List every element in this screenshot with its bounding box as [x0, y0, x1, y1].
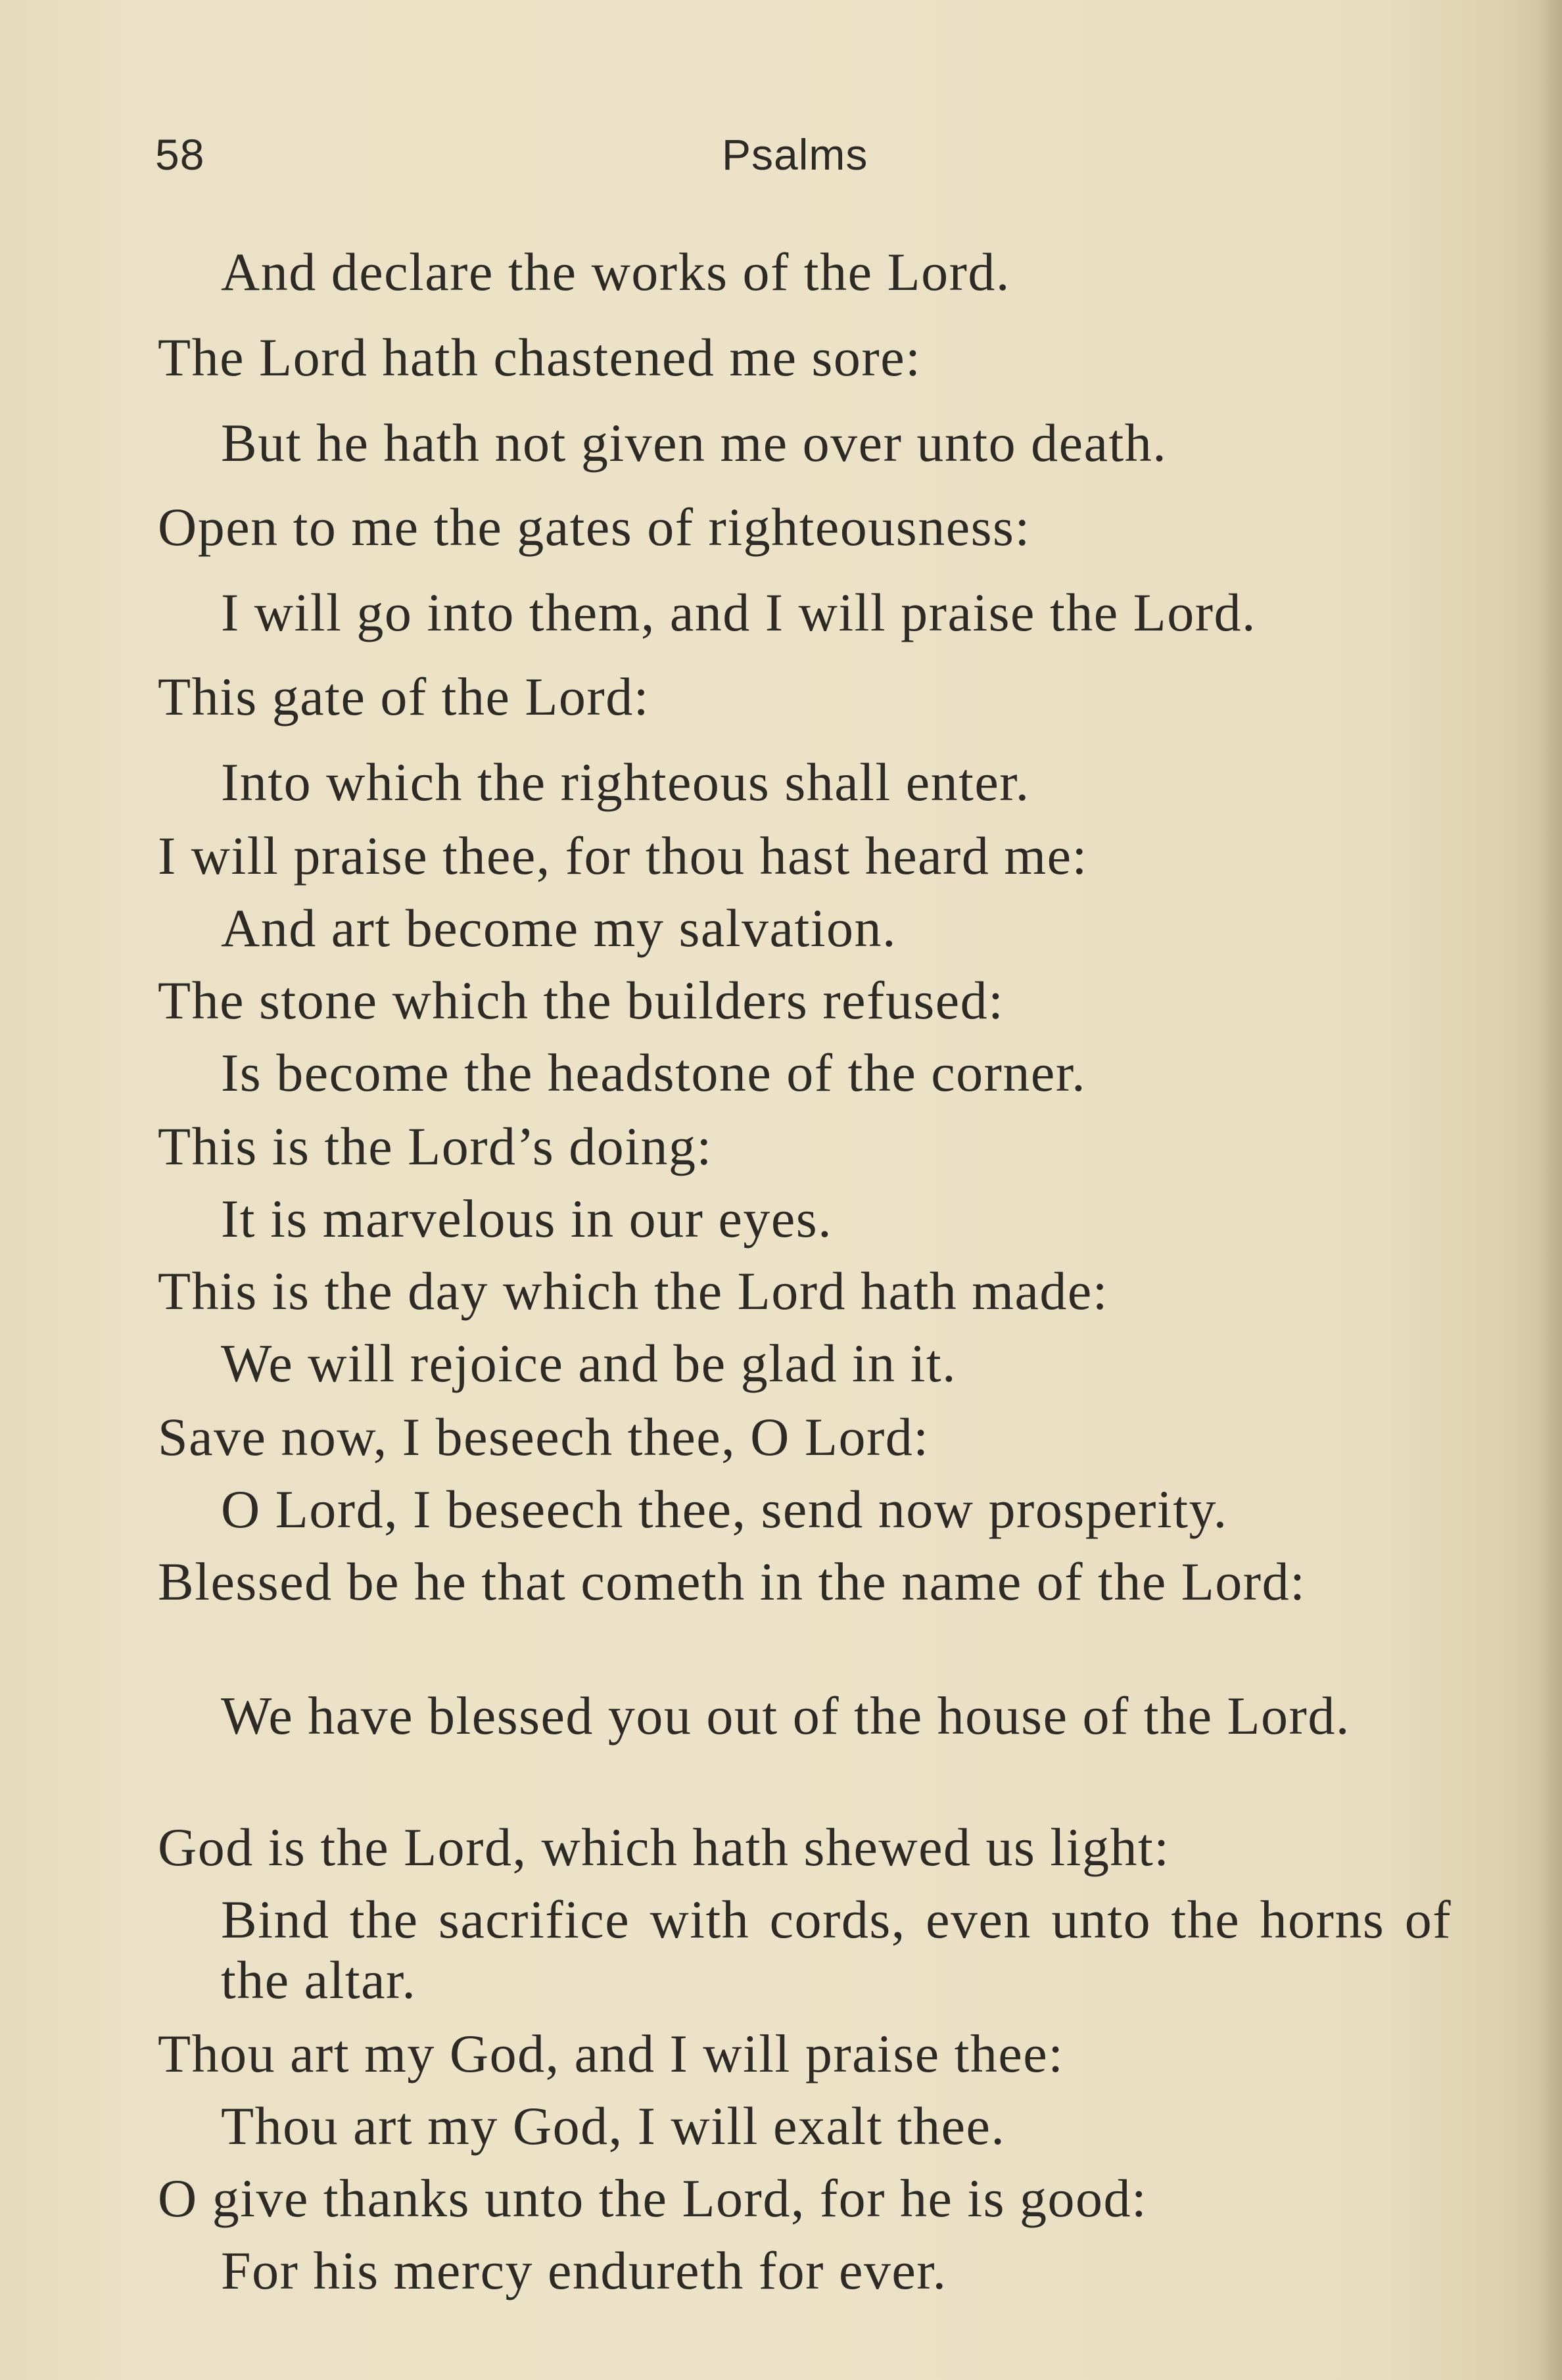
- verse-line: I will go into them, and I will praise the Lord.: [221, 583, 1257, 642]
- verse-line: We have blessed you out of the house of the Lord.: [221, 1686, 1350, 1746]
- page-edge-shadow: [1536, 0, 1562, 2380]
- verse-line: Into which the righteous shall enter.: [221, 752, 1030, 812]
- verse-line: Save now, I beseech thee, O Lord:: [158, 1407, 930, 1467]
- verse-line: But he hath not given me over unto death.: [221, 413, 1168, 473]
- verse-line: This gate of the Lord:: [158, 667, 650, 726]
- verse-line: Bind the sacrifice with cords, even unto the horns of the altar.: [221, 1890, 1452, 2010]
- verse-line: The stone which the builders refused:: [158, 970, 1005, 1030]
- verse-line: This is the day which the Lord hath made:: [158, 1261, 1109, 1321]
- verse-line: Open to me the gates of righteousness:: [158, 497, 1031, 557]
- verse-line: This is the Lord’s doing:: [158, 1116, 713, 1176]
- verse-line: The Lord hath chastened me sore:: [158, 327, 922, 387]
- verse-line: It is marvelous in our eyes.: [221, 1189, 833, 1249]
- verse-line: I will praise thee, for thou hast heard me:: [158, 826, 1088, 886]
- page-number: 58: [155, 130, 205, 179]
- verse-line: Is become the headstone of the corner.: [221, 1043, 1087, 1103]
- verse-line: O give thanks unto the Lord, for he is good:: [158, 2168, 1148, 2228]
- verse-line: God is the Lord, which hath shewed us light:: [158, 1817, 1170, 1877]
- page-header: [155, 125, 1437, 184]
- verse-line: Thou art my God, I will exalt thee.: [221, 2096, 1006, 2156]
- verse-line: We will rejoice and be glad in it.: [221, 1333, 957, 1393]
- running-title: Psalms: [722, 130, 868, 179]
- verse-line: Blessed be he that cometh in the name of the Lord:: [158, 1552, 1306, 1611]
- verse-line: O Lord, I beseech thee, send now prosperity.: [221, 1479, 1228, 1539]
- verse-line: And art become my salvation.: [221, 898, 897, 958]
- verse-line: Thou art my God, and I will praise thee:: [158, 2024, 1064, 2083]
- verse-line: And declare the works of the Lord.: [221, 242, 1010, 302]
- verse-line: For his mercy endureth for ever.: [221, 2241, 947, 2300]
